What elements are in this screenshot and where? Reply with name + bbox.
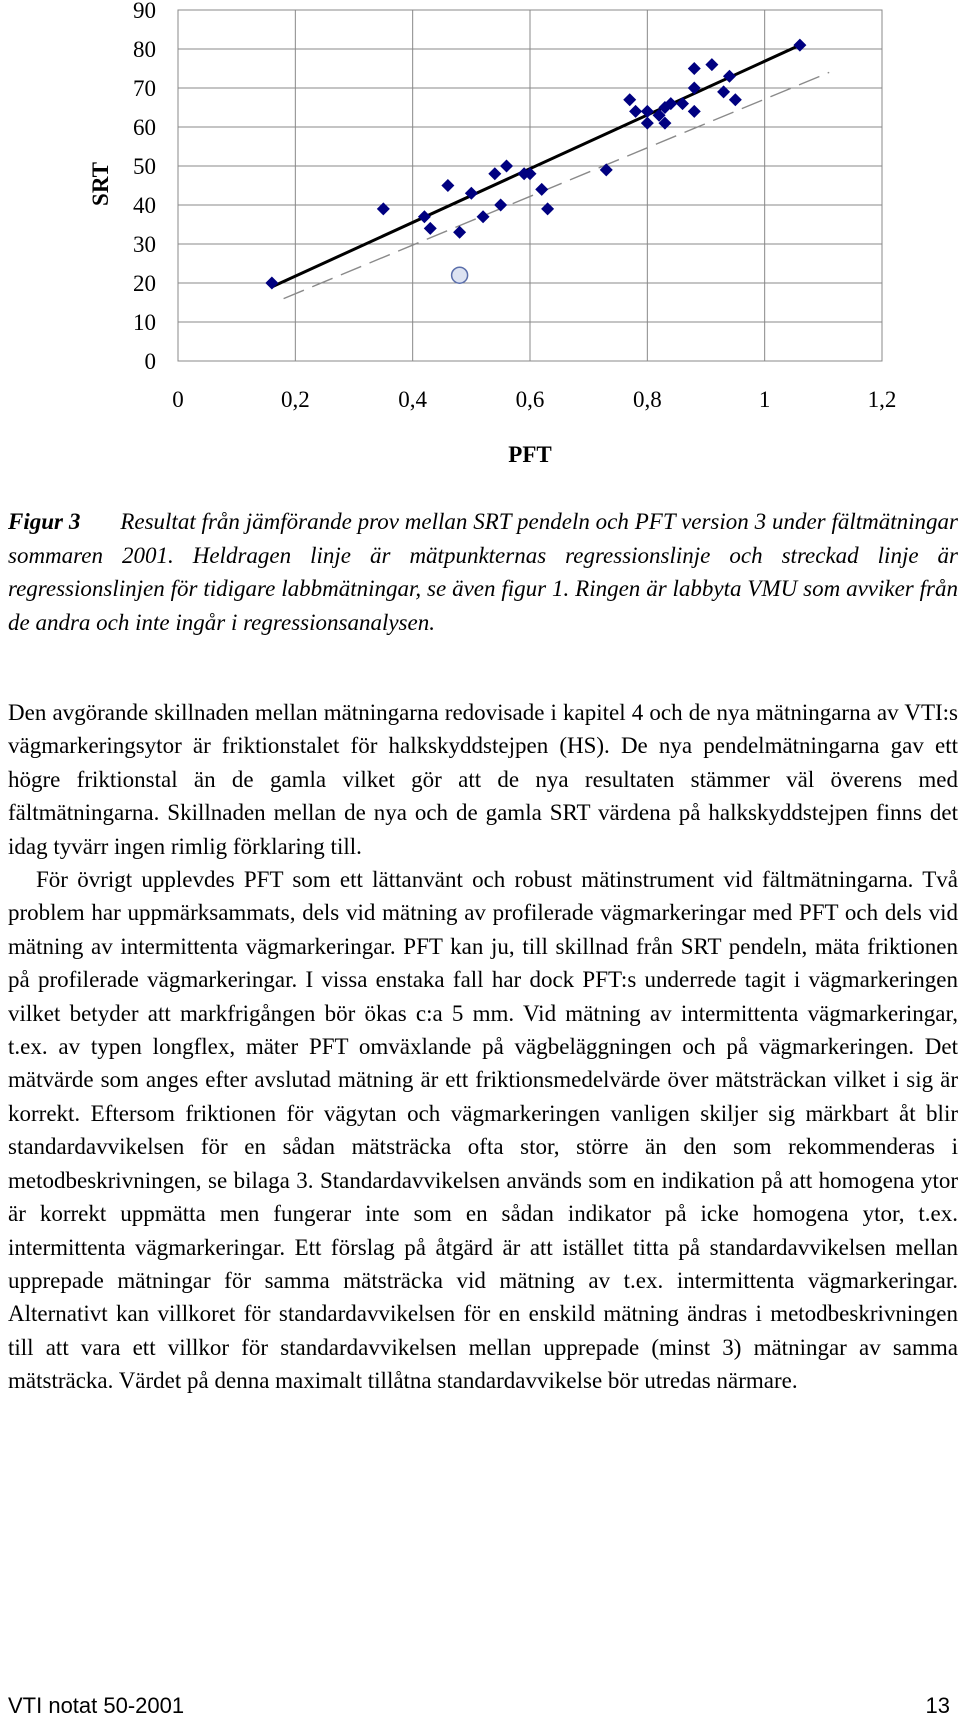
paragraph-2: För övrigt upplevdes PFT som ett lättanvänt och robust mätinstrument vid fältmätningarna. Två problem har uppmärksammats, dels vid mätning av profilerade vägmarkeringar med PFT och dels vid mätning av intermittenta vägmarkeringar. PFT kan ju, till skillnad från SRT pendeln, mäta friktionen på profilerade vägmarkeringar. I vissa enstaka fall har dock PFT:s underrede tagit i vägmarkeringen vilket betyder att markfrigången bör ökas c:a 5 mm. Vid mätning av intermittenta vägmarkeringar, t.ex. av typen longflex, mäter PFT omväxlande på vägbeläggningen och på vägmarkeringen. Det mätvärde som anges efter avslutad mätning är ett friktionsmedelvärde över mätsträckan vilket i sig är korrekt. Eftersom friktionen för vägytan och vägmarkeringen vanligen skiljer sig märkbart åt blir standardavvikelsen för en sådan mätsträcka ofta stor, större än den som rekommenderas i metodbeskrivningen, se bilaga 3. Standardavvikelsen används som en indikation på att homogena ytor är korrekt uppmätta men fungerar inte som en sådan indikator på icke homogena ytor, t.ex. intermittenta vägmarkeringar. Ett förslag på åtgärd är att istället titta på standardavvikelsen mellan upprepade mätningar för samma mätsträcka vid mätning av t.ex. intermittenta vägmarkeringar. Alternativt kan villkoret för standardavvikelsen för en enskild mätning ändras i metodbeskrivningen till att vara ett villkor för standardavvikelsen mellan upprepade (minst 3) mätningar av samma mätsträcka. Värdet på denna maximalt tillåtna standardavvikelse bör utredas närmare. (8, 867, 958, 1394)
data-point-diamond (793, 39, 806, 52)
outlier-ring-marker (452, 267, 468, 283)
paragraph-1: Den avgörande skillnaden mellan mätningarna redovisade i kapitel 4 och de nya mätningarna av VTI:s vägmarkeringsytor är friktionstalet för halkskyddstejpen (HS). De nya pendelmätningarna gav ett högre friktionstal än de gamla vilket gör att de nya resultaten stämmer väl överens med fältmätningarna. Skillnaden mellan de nya och de gamla SRT värdena på halkskyddstejpen finns det idag tyvärr ingen rimlig förklaring till. (8, 700, 958, 859)
data-point-diamond (377, 202, 390, 215)
data-point-diamond (600, 163, 613, 176)
x-tick-label: 0,4 (398, 387, 428, 412)
y-tick-label: 10 (133, 310, 156, 335)
chart-grid (178, 10, 882, 361)
figure-caption-text: Resultat från jämförande prov mellan SRT pendeln och PFT version 3 under fältmätningar sommaren 2001. Heldragen linje är mätpunkternas regressionslinje och streckad linje är regressionslinjen för tidigare labbmätningar, se även figur 1. Ringen är labbyta VMU som avviker från de andra och inte ingår i regressionsanalysen. (8, 509, 958, 635)
data-point-diamond (729, 93, 742, 106)
y-tick-label: 40 (133, 193, 156, 218)
y-tick-labels (133, 0, 156, 374)
y-tick-label: 80 (133, 37, 156, 62)
data-point-diamond (688, 105, 701, 118)
data-point-diamond (629, 105, 642, 118)
dashed-regression-line (284, 72, 830, 298)
data-point-diamond (453, 226, 466, 239)
data-point-diamond (488, 167, 501, 180)
body-text (8, 696, 958, 1398)
regression-lines (272, 45, 829, 299)
data-point-diamond (500, 160, 513, 173)
y-tick-label: 90 (133, 0, 156, 23)
y-tick-label: 30 (133, 232, 156, 257)
x-tick-label: 0,2 (280, 387, 310, 412)
y-tick-label: 70 (133, 76, 156, 101)
footer-page-number: 13 (925, 1693, 950, 1718)
data-point-diamond (717, 85, 730, 98)
y-tick-label: 0 (144, 349, 156, 374)
data-point-diamond (477, 210, 490, 223)
data-point-diamond (535, 183, 548, 196)
data-point-diamond (676, 97, 689, 110)
scatter-chart (0, 0, 960, 480)
x-axis-label: PFT (508, 442, 552, 467)
x-tick-label: 0 (172, 387, 184, 412)
x-tick-label: 0,8 (632, 387, 662, 412)
figure-caption (8, 505, 958, 639)
y-tick-label: 50 (133, 154, 156, 179)
y-tick-label: 20 (133, 271, 156, 296)
data-point-diamond (441, 179, 454, 192)
data-point-diamond (705, 58, 718, 71)
x-tick-label: 1,2 (867, 387, 897, 412)
x-tick-label: 1 (758, 387, 771, 412)
data-point-diamond (265, 277, 278, 290)
data-point-diamond (541, 202, 554, 215)
y-tick-label: 60 (133, 115, 156, 140)
x-tick-labels (172, 387, 896, 412)
x-tick-label: 0,6 (515, 387, 545, 412)
data-point-diamond (494, 199, 507, 212)
footer-report-id: VTI notat 50-2001 (8, 1693, 185, 1718)
data-point-diamond (424, 222, 437, 235)
y-axis-label: SRT (88, 162, 113, 206)
data-point-diamond (623, 93, 636, 106)
data-point-diamond (418, 210, 431, 223)
data-point-diamond (688, 62, 701, 75)
figure-caption-lead: Figur 3 (8, 509, 81, 534)
